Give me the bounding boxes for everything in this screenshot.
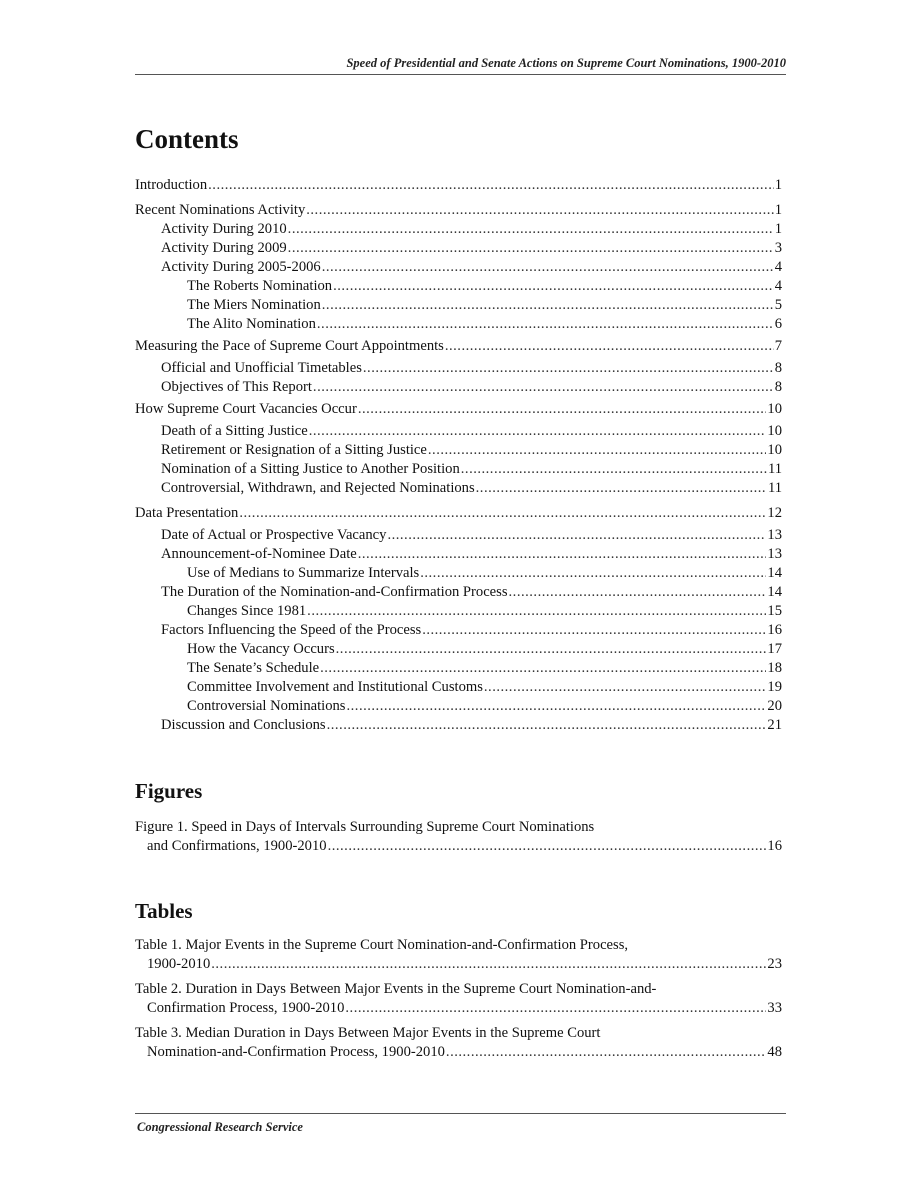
toc-entry-medians[interactable]: Use of Medians to Summarize Intervals ..... 14 [135, 564, 782, 583]
toc-entry-vacancies[interactable]: How Supreme Court Vacancies Occur ..... 10 [135, 400, 782, 419]
toc-entry-controversial-nominations[interactable]: Controversial Nominations ..... 20 [135, 697, 782, 716]
toc-entry-retirement[interactable]: Retirement or Resignation of a Sitting Justice ..... 10 [135, 441, 782, 460]
toc-entry-discussion[interactable]: Discussion and Conclusions ..... 21 [135, 716, 782, 735]
toc-entry-how-vacancy-occurs[interactable]: How the Vacancy Occurs ..... 17 [135, 640, 782, 659]
toc-entry-data-presentation[interactable]: Data Presentation ..... 12 [135, 504, 782, 523]
toc-entry-controversial-withdrawn[interactable]: Controversial, Withdrawn, and Rejected Nominations ..... 11 [135, 479, 782, 498]
tables-heading: Tables [135, 899, 193, 923]
table-entry[interactable]: Table 2. Duration in Days Between Major Events in the Supreme Court Nomination-and- Confirmation Process, 1900-2010 ..... 33 [135, 980, 782, 1018]
toc-entry-announcement-date[interactable]: Announcement-of-Nominee Date ..... 13 [135, 545, 782, 564]
toc-entry-miers-nomination[interactable]: The Miers Nomination ..... 5 [135, 296, 782, 315]
contents-heading: Contents [135, 124, 239, 154]
figures-list [135, 818, 782, 856]
toc-entry-factors[interactable]: Factors Influencing the Speed of the Process ..... 16 [135, 621, 782, 640]
toc-entry-activity-2005-2006[interactable]: Activity During 2005-2006 ..... 4 [135, 258, 782, 277]
running-footer: Congressional Research Service [137, 1120, 303, 1134]
contents-list [135, 176, 782, 735]
toc-entry-alito-nomination[interactable]: The Alito Nomination ..... 6 [135, 315, 782, 334]
toc-entry-recent-nominations-activity[interactable]: Recent Nominations Activity ..... 1 [135, 201, 782, 220]
toc-entry-activity-2010[interactable]: Activity During 2010 ..... 1 [135, 220, 782, 239]
toc-entry-roberts-nomination[interactable]: The Roberts Nomination ..... 4 [135, 277, 782, 296]
toc-entry-sitting-justice-nomination[interactable]: Nomination of a Sitting Justice to Another Position ..... 11 [135, 460, 782, 479]
toc-entry-vacancy-date[interactable]: Date of Actual or Prospective Vacancy ..... 13 [135, 526, 782, 545]
tables-list [135, 936, 782, 1062]
toc-entry-death[interactable]: Death of a Sitting Justice ..... 10 [135, 422, 782, 441]
toc-entry-changes-1981[interactable]: Changes Since 1981 ..... 15 [135, 602, 782, 621]
toc-entry-timetables[interactable]: Official and Unofficial Timetables ..... 8 [135, 359, 782, 378]
figures-heading: Figures [135, 779, 203, 803]
toc-entry-introduction[interactable]: Introduction ..... 1 [135, 176, 782, 195]
running-header: Speed of Presidential and Senate Actions on Supreme Court Nominations, 1900-2010 [346, 56, 786, 70]
header-rule [135, 74, 786, 75]
figure-entry[interactable]: Figure 1. Speed in Days of Intervals Surrounding Supreme Court Nominations and Confirmations, 1900-2010 ..... 16 [135, 818, 782, 856]
toc-entry-senate-schedule[interactable]: The Senate’s Schedule ..... 18 [135, 659, 782, 678]
toc-entry-objectives[interactable]: Objectives of This Report ..... 8 [135, 378, 782, 397]
toc-entry-activity-2009[interactable]: Activity During 2009 ..... 3 [135, 239, 782, 258]
table-entry[interactable]: Table 1. Major Events in the Supreme Court Nomination-and-Confirmation Process, 1900-2010 ..... 23 [135, 936, 782, 974]
toc-entry-committee[interactable]: Committee Involvement and Institutional Customs ..... 19 [135, 678, 782, 697]
footer-rule [135, 1113, 786, 1114]
table-entry[interactable]: Table 3. Median Duration in Days Between Major Events in the Supreme Court Nomination-and-Confirmation Process, 1900-2010 ..... 48 [135, 1024, 782, 1062]
toc-entry-measuring-pace[interactable]: Measuring the Pace of Supreme Court Appointments ..... 7 [135, 337, 782, 356]
toc-entry-duration[interactable]: The Duration of the Nomination-and-Confirmation Process ..... 14 [135, 583, 782, 602]
